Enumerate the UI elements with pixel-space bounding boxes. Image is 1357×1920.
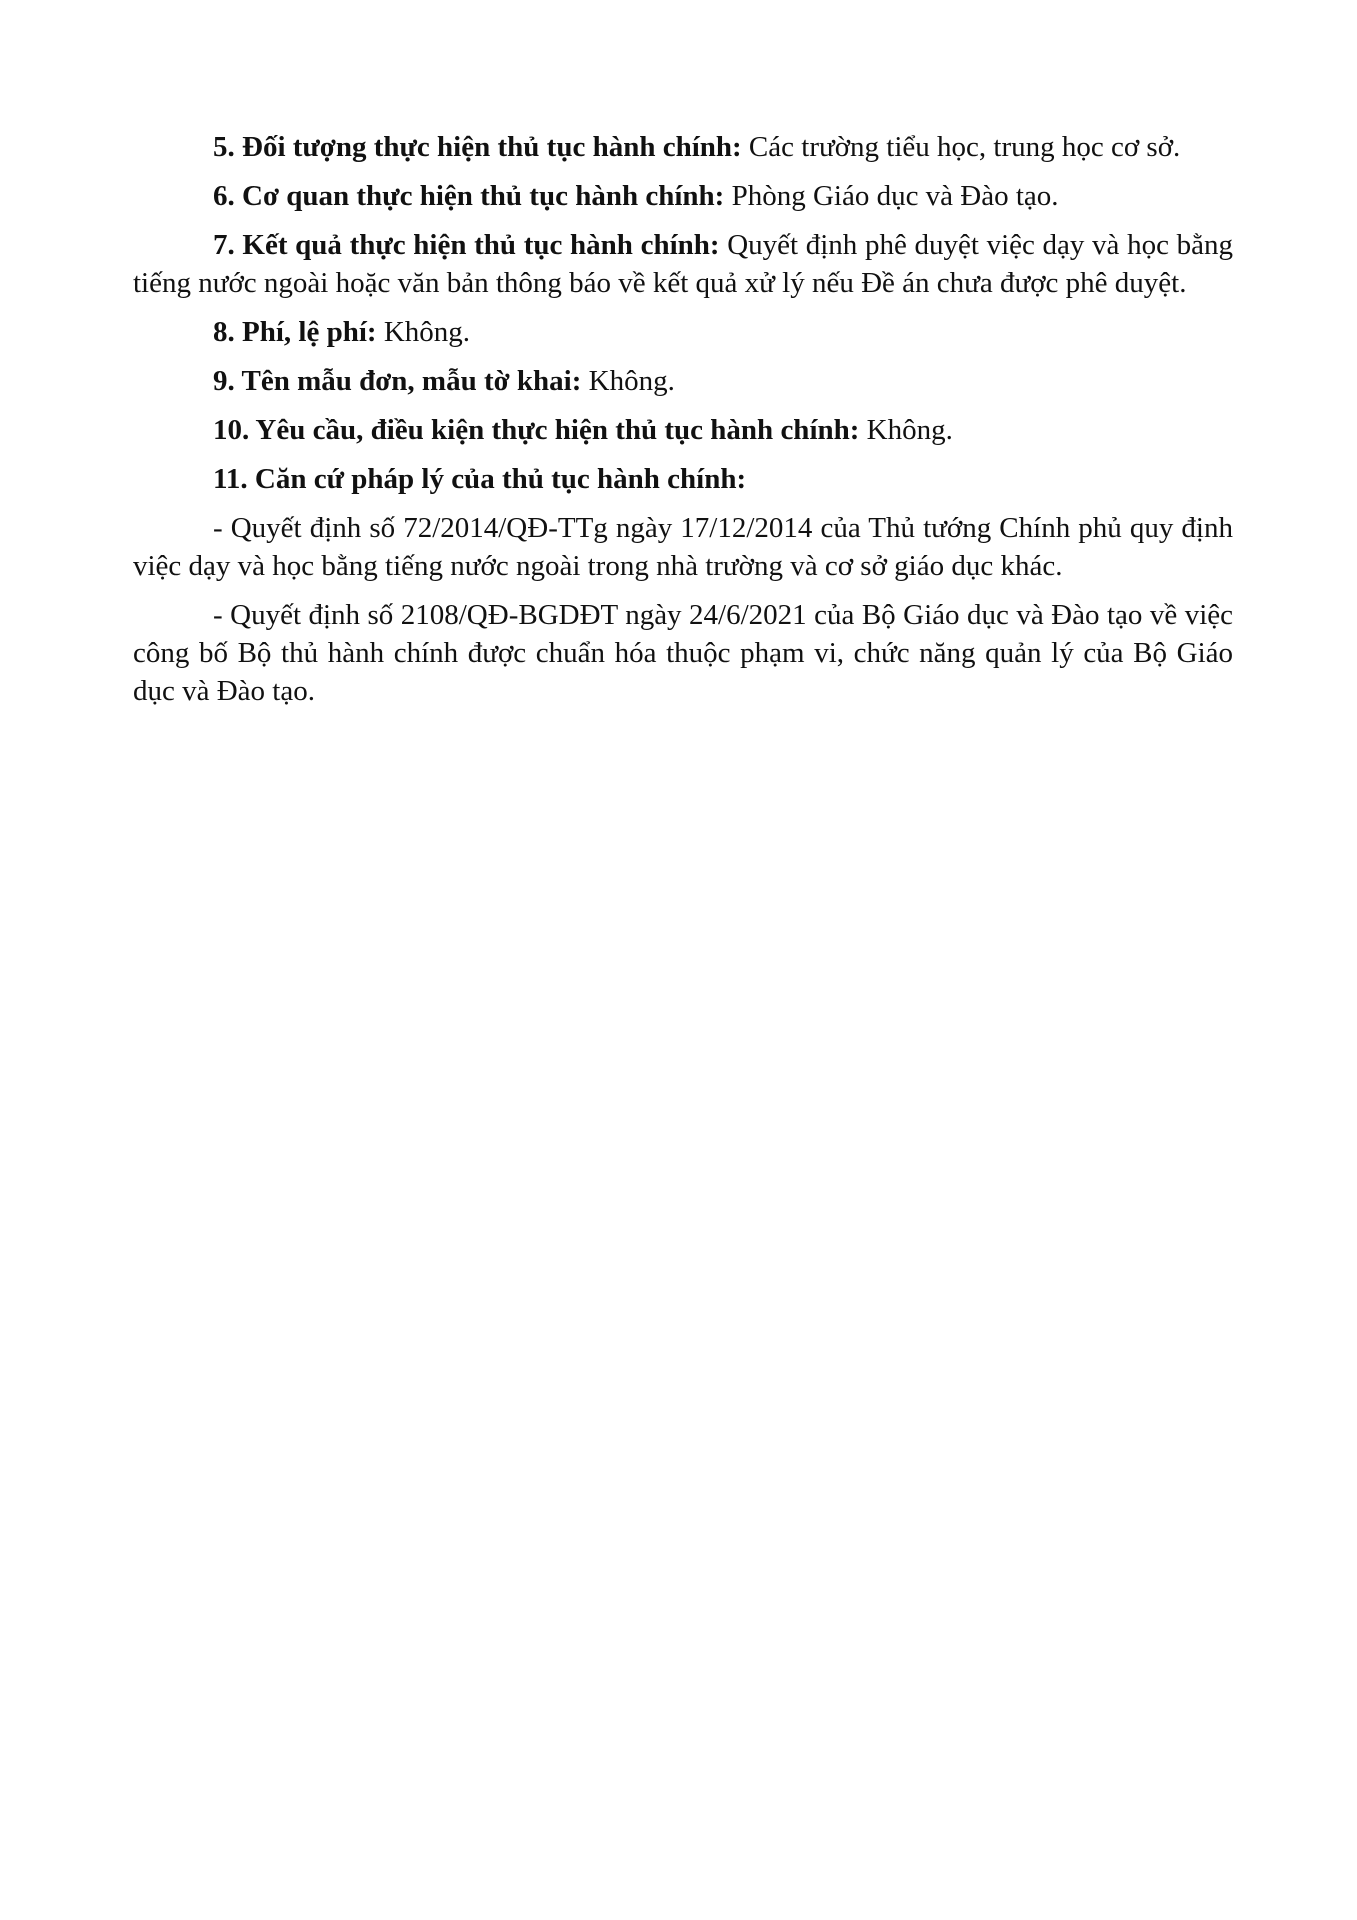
item-7-text: Quyết định phê duyệt việc dạy và học bằng tiếng nước ngoài hoặc văn bản thông báo về kết quả xử lý nếu Đề án chưa được phê duyệt. bbox=[133, 229, 1233, 299]
item-5 bbox=[133, 128, 1233, 166]
document-body bbox=[133, 128, 1233, 721]
item-5-text: Các trường tiểu học, trung học cơ sở. bbox=[741, 131, 1181, 163]
item-7 bbox=[133, 226, 1233, 302]
item-11-label: 11. Căn cứ pháp lý của thủ tục hành chính: bbox=[213, 463, 747, 495]
item-11 bbox=[133, 460, 1233, 498]
item-10-label: 10. Yêu cầu, điều kiện thực hiện thủ tục hành chính: bbox=[213, 414, 860, 446]
item-6-label: 6. Cơ quan thực hiện thủ tục hành chính: bbox=[213, 180, 725, 212]
item-10 bbox=[133, 411, 1233, 449]
item-6 bbox=[133, 177, 1233, 215]
item-8 bbox=[133, 313, 1233, 351]
item-6-text: Phòng Giáo dục và Đào tạo. bbox=[724, 180, 1059, 212]
item-9-text: Không. bbox=[581, 365, 675, 397]
item-9-label: 9. Tên mẫu đơn, mẫu tờ khai: bbox=[213, 365, 582, 397]
item-7-label: 7. Kết quả thực hiện thủ tục hành chính: bbox=[213, 229, 720, 261]
legal-basis-2: - Quyết định số 2108/QĐ-BGDĐT ngày 24/6/2021 của Bộ Giáo dục và Đào tạo về việc công bố Bộ thủ hành chính được chuẩn hóa thuộc phạm vi, chức năng quản lý của Bộ Giáo dục và Đào tạo. bbox=[133, 599, 1233, 707]
item-8-label: 8. Phí, lệ phí: bbox=[213, 316, 377, 348]
item-10-text: Không. bbox=[859, 414, 953, 446]
item-5-label: 5. Đối tượng thực hiện thủ tục hành chính: bbox=[213, 131, 742, 163]
item-8-text: Không. bbox=[376, 316, 471, 348]
legal-basis-1: - Quyết định số 72/2014/QĐ-TTg ngày 17/12/2014 của Thủ tướng Chính phủ quy định việc dạy và học bằng tiếng nước ngoài trong nhà trường và cơ sở giáo dục khác. bbox=[133, 512, 1233, 582]
item-9 bbox=[133, 362, 1233, 400]
